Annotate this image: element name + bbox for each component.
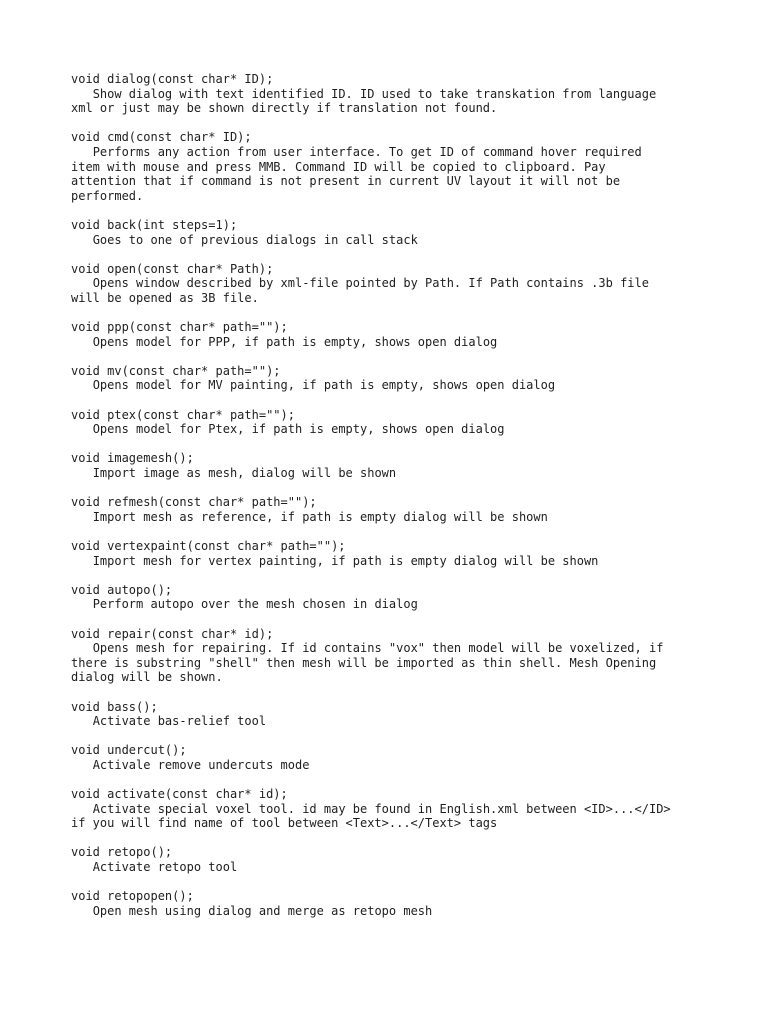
api-entry-retopo [71,845,751,874]
function-description: Import image as mesh, dialog will be shown [71,466,397,481]
function-description: Import mesh for vertex painting, if path is empty dialog will be shown [71,553,599,568]
function-signature: void bass(); [71,699,158,714]
function-description: Show dialog with text identified ID. ID used to take transkation from language xml or just may be shown directly if translation not found. [71,86,657,116]
function-signature: void ptex(const char* path=""); [71,407,295,422]
function-description: Activate retopo tool [71,860,238,875]
api-entry-imagemesh [71,451,751,480]
function-signature: void open(const char* Path); [71,261,274,276]
api-entry-open [71,262,751,306]
api-entry-repair [71,627,751,685]
function-signature: void back(int steps=1); [71,217,238,232]
function-signature: void mv(const char* path=""); [71,363,281,378]
function-description: Goes to one of previous dialogs in call stack [71,232,418,247]
function-description: Activale remove undercuts mode [71,757,310,772]
function-description: Activate special voxel tool. id may be found in English.xml between <ID>...</ID> if you will find name of tool between <Text>...</Text> tags [71,801,671,831]
function-signature: void vertexpaint(const char* path=""); [71,539,346,553]
function-description: Opens model for MV painting, if path is empty, shows open dialog [71,378,556,393]
api-entry-ptex [71,408,751,437]
api-entry-bass [71,700,751,729]
function-description: Opens window described by xml-file pointed by Path. If Path contains .3b file will be opened as 3B file. [71,276,649,305]
function-description: Performs any action from user interface. To get ID of command hover required item with mouse and press MMB. Command ID will be copied to clipboard. Pay attention that if command is not present in current UV layout it will not be performed. [71,144,642,203]
api-entry-undercut [71,743,751,772]
api-entry-dialog [71,72,751,116]
function-signature: void retopopen(); [71,889,194,904]
api-entry-cmd [71,130,751,203]
api-entry-activate [71,787,751,831]
function-description: Opens model for Ptex, if path is empty, shows open dialog [71,422,505,437]
api-entry-refmesh [71,495,751,524]
function-description: Perform autopo over the mesh chosen in dialog [71,597,418,612]
function-signature: void cmd(const char* ID); [71,130,252,145]
function-description: Activate bas-relief tool [71,714,267,729]
function-signature: void undercut(); [71,743,187,758]
function-signature: void ppp(const char* path=""); [71,320,288,335]
function-signature: void repair(const char* id); [71,626,274,641]
api-entry-retopopen [71,889,751,918]
function-signature: void retopo(); [71,845,173,860]
function-description: Opens model for PPP, if path is empty, shows open dialog [71,334,498,349]
api-entry-vertexpaint [71,539,751,568]
function-signature: void activate(const char* id); [71,787,288,802]
function-signature: void imagemesh(); [71,451,194,466]
api-entry-back [71,218,751,247]
function-description: Import mesh as reference, if path is empty dialog will be shown [71,509,548,524]
function-signature: void refmesh(const char* path=""); [71,495,317,510]
function-signature: void dialog(const char* ID); [71,72,274,86]
api-entry-ppp [71,320,751,349]
function-description: Open mesh using dialog and merge as retopo mesh [71,903,433,918]
api-entry-autopo [71,583,751,612]
api-entry-mv [71,364,751,393]
function-signature: void autopo(); [71,582,173,597]
document-page [71,72,751,933]
function-description: Opens mesh for repairing. If id contains "vox" then model will be voxelized, if there is substring "shell" then mesh will be imported as thin shell. Mesh Opening dialog will be shown. [71,641,664,685]
